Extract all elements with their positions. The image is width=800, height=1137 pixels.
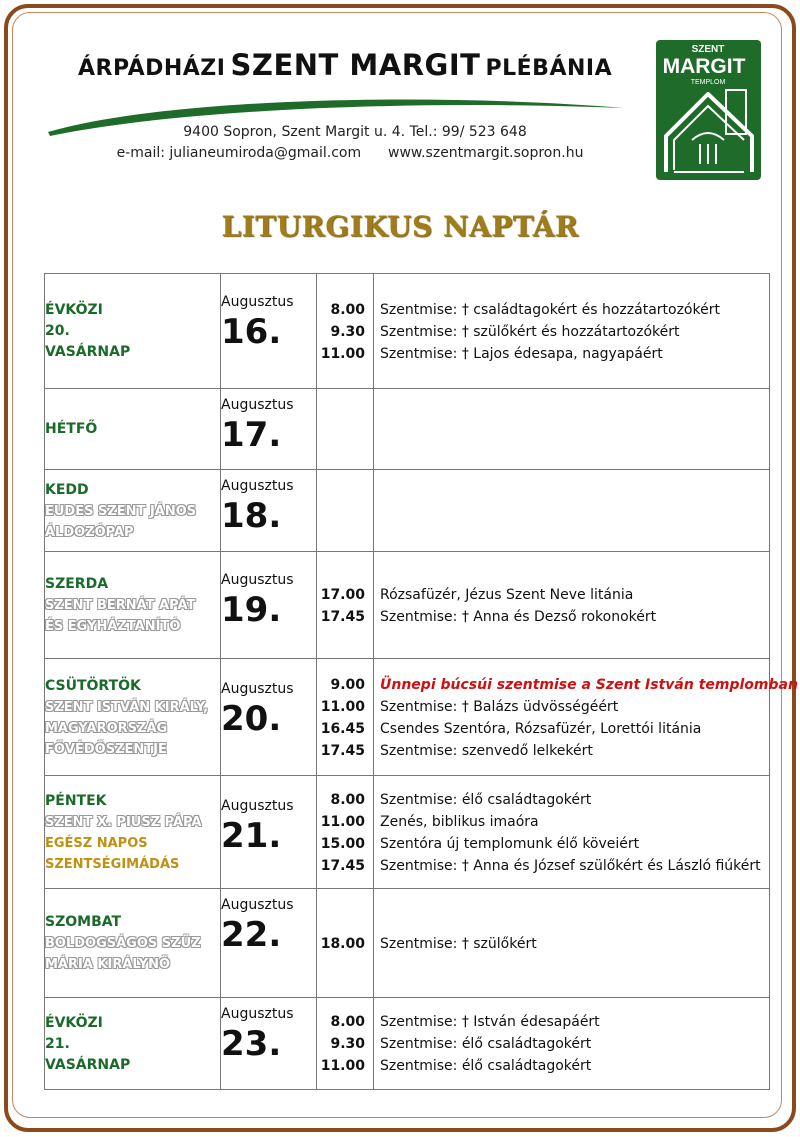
event-description: Szentmise: † Lajos édesapa, nagyapáért [380, 346, 663, 362]
day-cell [45, 389, 221, 470]
date-cell [221, 998, 317, 1090]
event-description: Szentmise: † Balázs üdvösségéért [380, 699, 619, 715]
event-cell [374, 889, 770, 998]
adoration-note: EGÉSZ NAPOS [45, 836, 148, 851]
time-cell [317, 776, 374, 889]
event-cell [374, 776, 770, 889]
calendar-heading: LITURGIKUS NAPTÁR [221, 210, 579, 243]
day-number: 22. [221, 915, 282, 955]
saint-name: EUDES SZENT JÁNOS [45, 504, 197, 519]
calendar-row [45, 389, 770, 470]
date-cell [221, 776, 317, 889]
event-time: 11.00 [320, 699, 365, 715]
date-cell [221, 389, 317, 470]
website-link[interactable]: www.szentmargit.sopron.hu [388, 145, 584, 161]
time-cell [317, 552, 374, 659]
day-name: ÉVKÖZI [45, 302, 103, 318]
event-description: Zenés, biblikus imaóra [380, 814, 539, 830]
event-time: 16.45 [320, 721, 365, 737]
month-label: Augusztus [221, 572, 294, 588]
day-name: SZOMBAT [45, 914, 122, 930]
day-number: 18. [221, 496, 282, 536]
time-cell [317, 889, 374, 998]
event-time: 17.45 [320, 743, 365, 759]
event-description: Szentmise: † Anna és József szülőkért és László fiúkért [380, 858, 761, 874]
event-cell [374, 389, 770, 470]
event-description: Szentmise: † Anna és Dezső rokonokért [380, 609, 657, 625]
day-cell [45, 274, 221, 389]
event-description: Szentmise: † családtagokért és hozzátartozókért [380, 302, 720, 318]
day-name: HÉTFŐ [45, 421, 98, 437]
calendar-row [45, 776, 770, 889]
time-cell [317, 389, 374, 470]
event-description: Csendes Szentóra, Rózsafüzér, Lorettói litánia [380, 721, 702, 737]
event-time: 8.00 [330, 792, 365, 808]
event-time: 18.00 [320, 936, 365, 952]
day-name: ÉVKÖZI [45, 1015, 103, 1031]
month-label: Augusztus [221, 1006, 294, 1022]
event-description: Szentmise: † szülőkért és hozzátartozókért [380, 324, 680, 340]
calendar-row [45, 889, 770, 998]
saint-name: SZENT X. PIUSZ PÁPA [45, 815, 202, 830]
day-number: 23. [221, 1024, 282, 1064]
date-cell [221, 552, 317, 659]
day-name: VASÁRNAP [45, 344, 131, 360]
event-time: 11.00 [320, 814, 365, 830]
church-logo [656, 40, 761, 180]
day-cell [45, 998, 221, 1090]
logo-main-text: MARGIT [662, 55, 746, 78]
parish-title [78, 48, 612, 82]
event-description: Rózsafüzér, Jézus Szent Neve litánia [380, 587, 634, 603]
month-label: Augusztus [221, 294, 294, 310]
time-cell [317, 998, 374, 1090]
calendar-row [45, 659, 770, 776]
day-number: 16. [221, 312, 282, 352]
title-main: SZENT MARGIT [230, 48, 481, 82]
event-description: Szentmise: † szülőkért [380, 936, 537, 952]
event-time: 11.00 [320, 1058, 365, 1074]
date-cell [221, 470, 317, 552]
event-time: 15.00 [320, 836, 365, 852]
day-name: 20. [45, 323, 70, 339]
saint-name: SZENT ISTVÁN KIRÁLY, [45, 700, 209, 715]
saint-name: FŐVÉDŐSZENTJE [45, 742, 167, 757]
calendar-row [45, 274, 770, 389]
event-description: Szentmise: élő családtagokért [380, 1036, 592, 1052]
calendar-row [45, 998, 770, 1090]
logo-top-text: SZENT [691, 44, 725, 55]
address-line: 9400 Sopron, Szent Margit u. 4. Tel.: 99/ 523 648 [183, 124, 527, 140]
event-description: Szentmise: élő családtagokért [380, 792, 592, 808]
event-cell [374, 998, 770, 1090]
event-time: 11.00 [320, 346, 365, 362]
event-cell [374, 659, 798, 776]
day-cell [45, 659, 221, 776]
day-cell [45, 776, 221, 889]
day-number: 20. [221, 699, 282, 739]
adoration-note: SZENTSÉGIMÁDÁS [45, 857, 180, 872]
month-label: Augusztus [221, 798, 294, 814]
logo-bottom-text: TEMPLOM [690, 79, 726, 86]
saint-name: SZENT BERNÁT APÁT [45, 598, 196, 613]
event-cell [374, 274, 770, 389]
event-time: 8.00 [330, 302, 365, 318]
date-cell [221, 659, 317, 776]
calendar-row [45, 552, 770, 659]
day-name: CSÜTÖRTÖK [45, 678, 141, 694]
saint-name: MAGYARORSZÁG [45, 721, 168, 736]
date-cell [221, 889, 317, 998]
day-number: 21. [221, 816, 282, 856]
email-text: e-mail: julianeumiroda@gmail.com [116, 145, 362, 161]
liturgical-calendar-table [44, 273, 798, 1090]
event-time: 9.30 [330, 324, 365, 340]
title-prefix: ÁRPÁDHÁZI [78, 56, 226, 81]
time-cell [317, 274, 374, 389]
event-time: 8.00 [330, 1014, 365, 1030]
day-cell [45, 470, 221, 552]
calendar-row [45, 470, 770, 552]
event-time: 17.45 [320, 858, 365, 874]
day-number: 19. [221, 590, 282, 630]
event-time: 17.00 [320, 587, 365, 603]
event-cell [374, 552, 770, 659]
month-label: Augusztus [221, 897, 294, 913]
day-cell [45, 889, 221, 998]
event-time: 9.30 [330, 1036, 365, 1052]
event-description: Szentmise: szenvedő lelkekért [380, 743, 593, 759]
day-number: 17. [221, 415, 282, 455]
month-label: Augusztus [221, 478, 294, 494]
day-name: VASÁRNAP [45, 1057, 131, 1073]
day-cell [45, 552, 221, 659]
event-description: Ünnepi búcsúi szentmise a Szent István templomban [380, 677, 798, 693]
day-name: PÉNTEK [45, 793, 107, 809]
time-cell [317, 470, 374, 552]
saint-name: ÉS EGYHÁZTANÍTÓ [45, 619, 181, 634]
event-description: Szentmise: † István édesapáért [380, 1014, 600, 1030]
saint-name: BOLDOGSÁGOS SZŰZ [45, 936, 201, 951]
month-label: Augusztus [221, 397, 294, 413]
saint-name: ÁLDOZÓPAP [45, 525, 134, 540]
title-suffix: PLÉBÁNIA [485, 56, 613, 81]
event-description: Szentóra új templomunk élő köveiért [380, 836, 640, 852]
event-time: 17.45 [320, 609, 365, 625]
event-cell [374, 470, 770, 552]
event-description: Szentmise: élő családtagokért [380, 1058, 592, 1074]
month-label: Augusztus [221, 681, 294, 697]
saint-name: MÁRIA KIRÁLYNŐ [45, 957, 171, 972]
contact-line [0, 145, 700, 161]
day-name: 21. [45, 1036, 70, 1052]
day-name: KEDD [45, 482, 89, 498]
date-cell [221, 274, 317, 389]
time-cell [317, 659, 374, 776]
event-time: 9.00 [330, 677, 365, 693]
day-name: SZERDA [45, 576, 109, 592]
